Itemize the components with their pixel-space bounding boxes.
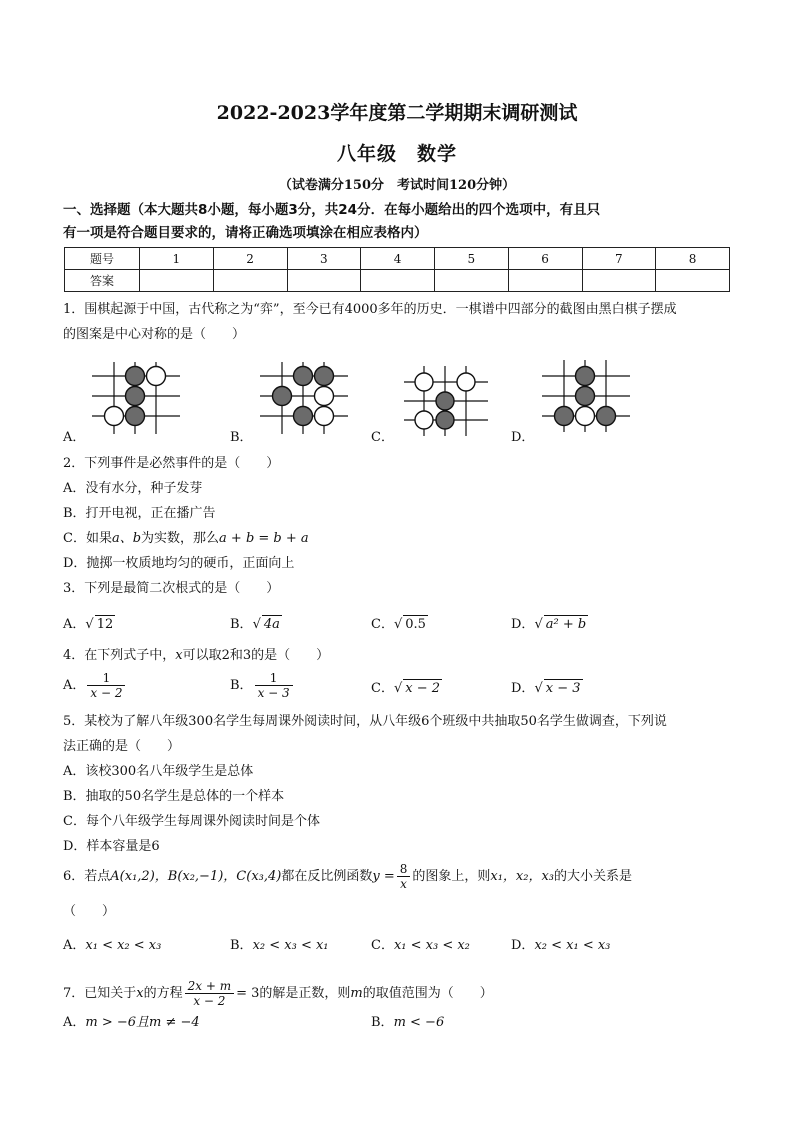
black-stone bbox=[126, 407, 145, 426]
fraction bbox=[397, 862, 411, 891]
numerator: 2x + m bbox=[185, 979, 234, 994]
answer-cell[interactable] bbox=[582, 270, 656, 292]
exam-subtitle: 八年级 数学 bbox=[336, 143, 457, 165]
black-stone bbox=[315, 367, 334, 386]
white-stone bbox=[315, 407, 334, 426]
q6-option-b[interactable] bbox=[230, 937, 329, 955]
go-board-a bbox=[88, 358, 183, 438]
black-stone bbox=[126, 367, 145, 386]
table-cell: 5 bbox=[435, 248, 509, 270]
exam-note: （试卷满分150分 考试时间120分钟） bbox=[278, 178, 516, 193]
black-stone bbox=[597, 407, 616, 426]
go-board-c bbox=[400, 362, 492, 440]
q6-option-c[interactable] bbox=[371, 937, 470, 955]
white-stone bbox=[415, 373, 433, 391]
q4-stem-prefix: 4．在下列式子中， bbox=[63, 648, 176, 663]
q7-suffix2: 的取值范围为（ ） bbox=[362, 986, 493, 1001]
q4-option-a[interactable] bbox=[63, 671, 127, 700]
table-cell: 6 bbox=[508, 248, 582, 270]
numerator: 1 bbox=[87, 671, 125, 686]
numerator: 8 bbox=[397, 862, 411, 877]
black-stone bbox=[273, 387, 292, 406]
go-board-b bbox=[256, 358, 351, 438]
option-label: C． bbox=[371, 617, 394, 632]
table-cell: 8 bbox=[656, 248, 730, 270]
black-stone bbox=[294, 407, 313, 426]
q7-var-m: m bbox=[350, 986, 363, 1001]
option-label: C． bbox=[371, 938, 394, 953]
q2-c-prefix: C．如果 bbox=[63, 531, 112, 546]
q4-stem-var: x bbox=[175, 648, 183, 663]
q6-mid: 都在反比例函数 bbox=[281, 869, 373, 884]
fraction bbox=[87, 671, 125, 700]
black-stone bbox=[436, 392, 454, 410]
q2-option-b[interactable]: B．打开电视，正在播广告 bbox=[63, 506, 216, 521]
q2-c-expr: a + b = b + a bbox=[219, 531, 309, 546]
q6-stem bbox=[63, 862, 632, 891]
q6-points: A(x₁,2)，B(x₂,−1)，C(x₃,4) bbox=[110, 869, 282, 884]
radicand: 4a bbox=[263, 617, 280, 632]
denominator: x − 2 bbox=[193, 994, 226, 1008]
q6-prefix: 6．若点 bbox=[63, 869, 111, 884]
q1-line2: 的图案是中心对称的是（ ） bbox=[63, 327, 246, 342]
q2-c-vars: a、b bbox=[111, 531, 142, 546]
q4-option-d[interactable]: D．√ x − 3 bbox=[511, 681, 581, 696]
option-label: A． bbox=[63, 1015, 86, 1030]
radicand: x − 3 bbox=[545, 681, 581, 696]
q6-func-lhs: y = bbox=[372, 869, 395, 884]
q7-prefix: 7．已知关于 bbox=[63, 986, 137, 1001]
answer-cell[interactable] bbox=[287, 270, 361, 292]
radicand: 12 bbox=[96, 617, 114, 632]
radicand: x − 2 bbox=[405, 681, 441, 696]
q1-line1: 1．围棋起源于中国，古代称之为“弈”，至今已有4000多年的历史．一棋谱中四部分的截图由黑白棋子摆成 bbox=[63, 302, 677, 317]
black-stone bbox=[576, 387, 595, 406]
q2-option-a[interactable]: A．没有水分，种子发芽 bbox=[63, 481, 203, 496]
q7-option-b[interactable] bbox=[371, 1014, 444, 1032]
option-text: x₁ < x₃ < x₂ bbox=[393, 938, 470, 953]
q6-option-a[interactable] bbox=[63, 937, 161, 955]
option-label: B． bbox=[371, 1015, 394, 1030]
radicand: a² + b bbox=[545, 617, 587, 632]
white-stone bbox=[315, 387, 334, 406]
q7-option-a[interactable] bbox=[63, 1014, 200, 1032]
q5-option-a[interactable]: A．该校300名八年级学生是总体 bbox=[63, 764, 254, 779]
q2-stem: 2．下列事件是必然事件的是（ ） bbox=[63, 456, 280, 471]
answer-cell[interactable] bbox=[361, 270, 435, 292]
q5-line1: 5．某校为了解八年级300名学生每周课外阅读时间，从八年级6个班级中共抽取50名学生做调查，下列说 bbox=[63, 714, 667, 729]
table-cell: 4 bbox=[361, 248, 435, 270]
option-label: A． bbox=[63, 678, 86, 693]
q1-option-d-label[interactable]: D． bbox=[511, 430, 535, 445]
fraction bbox=[185, 979, 234, 1008]
q4-option-c[interactable]: C．√ x − 2 bbox=[371, 681, 441, 696]
table-cell: 2 bbox=[213, 248, 287, 270]
q4-option-b[interactable] bbox=[230, 671, 295, 700]
q7-var: x bbox=[136, 986, 144, 1001]
option-label: C． bbox=[371, 681, 394, 696]
denominator: x − 2 bbox=[90, 686, 123, 700]
table-cell: 1 bbox=[140, 248, 214, 270]
section1-line1: 一、选择题（本大题共8小题，每小题3分，共24分．在每小题给出的四个选项中，有且只 bbox=[63, 202, 601, 218]
option-label: B． bbox=[230, 938, 253, 953]
black-stone bbox=[576, 367, 595, 386]
black-stone bbox=[126, 387, 145, 406]
white-stone bbox=[105, 407, 124, 426]
q2-c-mid: 为实数，那么 bbox=[141, 531, 220, 546]
q3-option-b[interactable]: B．√ 4a bbox=[230, 617, 280, 632]
black-stone bbox=[436, 411, 454, 429]
q6-answer-paren: （ ） bbox=[63, 904, 116, 919]
table-cell: 7 bbox=[582, 248, 656, 270]
q1-option-c-label[interactable]: C． bbox=[371, 430, 394, 445]
q6-end: 的大小关系是 bbox=[554, 869, 633, 884]
go-board-d bbox=[538, 356, 633, 436]
option-label: D． bbox=[511, 617, 535, 632]
option-text: x₁ < x₂ < x₃ bbox=[85, 938, 162, 953]
q4-stem-suffix: 可以取2和3的是（ ） bbox=[182, 648, 330, 663]
q2-option-d[interactable]: D．抛掷一枚质地均匀的硬币，正面向上 bbox=[63, 556, 295, 571]
option-text: m < −6 bbox=[393, 1015, 445, 1030]
option-label: D． bbox=[511, 938, 535, 953]
q2-option-c[interactable] bbox=[63, 530, 309, 548]
q7-eq-rhs: = 3 bbox=[236, 986, 260, 1001]
answer-cell[interactable] bbox=[213, 270, 287, 292]
q5-option-b[interactable]: B．抽取的50名学生是总体的一个样本 bbox=[63, 789, 285, 804]
q6-vars: x₁，x₂，x₃ bbox=[490, 869, 555, 884]
white-stone bbox=[415, 411, 433, 429]
q6-option-d[interactable] bbox=[511, 937, 610, 955]
radicand: 0.5 bbox=[405, 617, 426, 632]
white-stone bbox=[457, 373, 475, 391]
q3-option-c[interactable]: C．√ 0.5 bbox=[371, 617, 426, 632]
table-header-cell: 答案 bbox=[65, 270, 140, 292]
q4-stem bbox=[63, 647, 329, 665]
option-label: B． bbox=[230, 617, 253, 632]
denominator: x − 3 bbox=[257, 686, 290, 700]
q5-line2: 法正确的是（ ） bbox=[63, 739, 181, 754]
q7-stem bbox=[63, 979, 493, 1008]
q1-option-b-label[interactable]: B． bbox=[230, 430, 253, 445]
exam-title: 2022-2023学年度第二学期期末调研测试 bbox=[216, 102, 578, 124]
option-text: m > −6且m ≠ −4 bbox=[85, 1015, 200, 1030]
answer-cell[interactable] bbox=[435, 270, 509, 292]
black-stone bbox=[294, 367, 313, 386]
numerator: 1 bbox=[255, 671, 293, 686]
q3-option-d[interactable]: D．√ a² + b bbox=[511, 617, 587, 632]
q7-suffix1: 的解是正数，则 bbox=[259, 986, 351, 1001]
q6-suffix: 的图象上，则 bbox=[412, 869, 491, 884]
table-cell: 3 bbox=[287, 248, 361, 270]
black-stone bbox=[555, 407, 574, 426]
answer-cell[interactable] bbox=[508, 270, 582, 292]
option-text: x₂ < x₁ < x₃ bbox=[534, 938, 611, 953]
option-label: A． bbox=[63, 617, 86, 632]
q5-option-c[interactable]: C．每个八年级学生每周课外阅读时间是个体 bbox=[63, 814, 320, 829]
fraction bbox=[255, 671, 293, 700]
answer-cell[interactable] bbox=[656, 270, 730, 292]
answer-cell[interactable] bbox=[140, 270, 214, 292]
option-label: D． bbox=[511, 681, 535, 696]
table-header-cell: 题号 bbox=[65, 248, 140, 270]
option-label: B． bbox=[230, 678, 253, 693]
section1-line2: 有一项是符合题目要求的，请将正确选项填涂在相应表格内） bbox=[63, 225, 428, 241]
q3-option-a[interactable]: A．√ 12 bbox=[63, 617, 114, 632]
denominator: x bbox=[400, 877, 407, 891]
white-stone bbox=[147, 367, 166, 386]
answer-table bbox=[64, 247, 730, 292]
table-row bbox=[65, 248, 730, 270]
q3-stem: 3．下列是最简二次根式的是（ ） bbox=[63, 581, 280, 596]
q5-option-d[interactable]: D．样本容量是6 bbox=[63, 839, 160, 854]
q1-option-a-label[interactable]: A． bbox=[63, 430, 86, 445]
q7-mid: 的方程 bbox=[143, 986, 183, 1001]
option-text: x₂ < x₃ < x₁ bbox=[252, 938, 329, 953]
option-label: A． bbox=[63, 938, 86, 953]
table-row bbox=[65, 270, 730, 292]
white-stone bbox=[576, 407, 595, 426]
